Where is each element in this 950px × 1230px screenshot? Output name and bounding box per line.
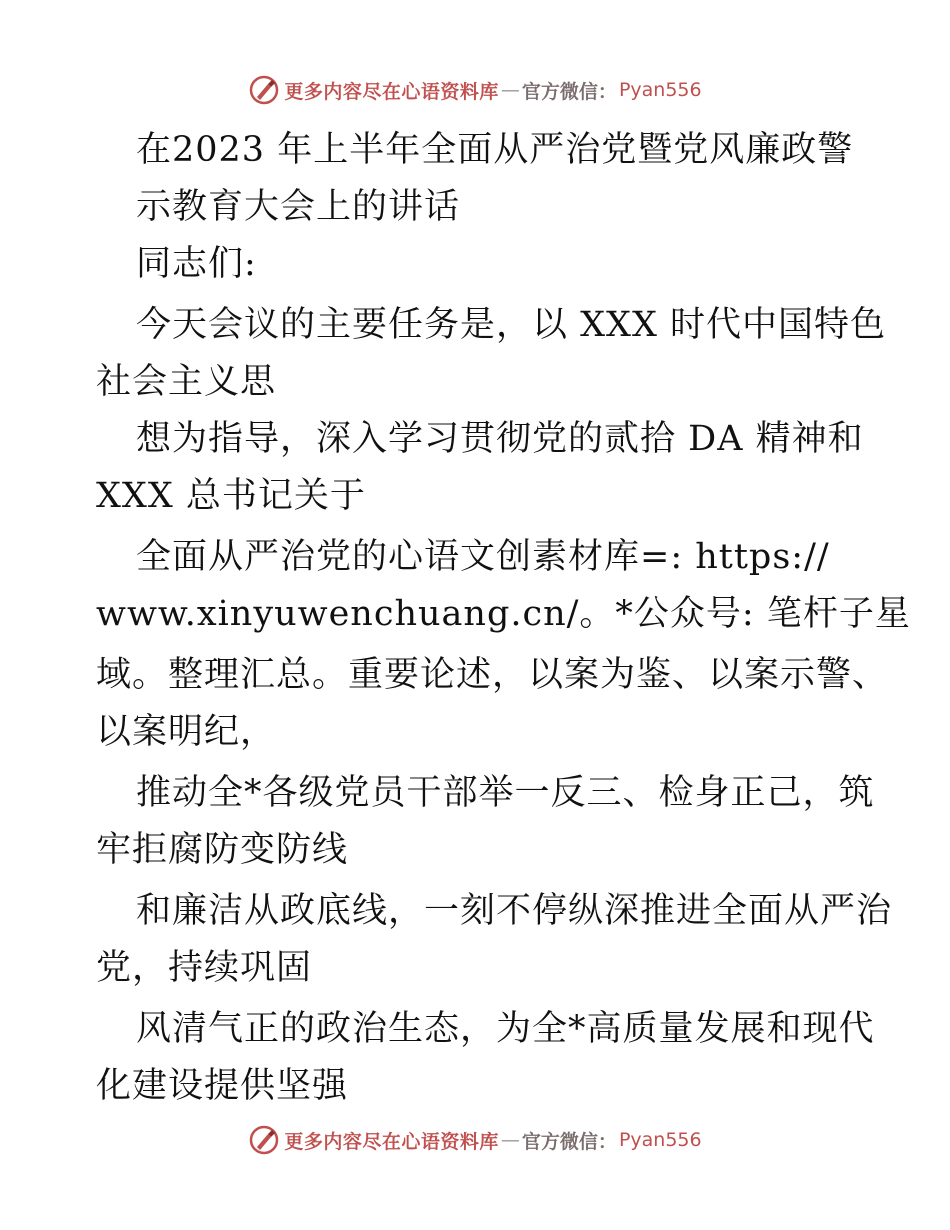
watermark-sub-text: 官方微信： (521, 1130, 617, 1153)
paragraph-line: 全面从严治党的心语文创素材库=: https:// (136, 537, 830, 577)
paragraph-line: 今天会议的主要任务是，以 XXX 时代中国特色 (136, 305, 887, 345)
paragraph-line: 推动全*各级党员干部举一反三、检身正己，筑 (136, 773, 875, 813)
paragraph-line: 牢拒腐防变防线 (96, 830, 349, 870)
paragraph-line: XXX 总书记关于 (96, 476, 366, 516)
paragraph-line: www.xinyuwenchuang.cn/。*公众号: 笔杆子星 (96, 594, 911, 634)
header-watermark (0, 72, 950, 108)
document-title-line-1: 在2023 年上半年全面从严治党暨党风廉政警 (136, 130, 854, 170)
watermark-sub-text: 官方微信： (521, 80, 617, 103)
pen-logo-icon (248, 1124, 280, 1156)
watermark-main-text: 更多内容尽在心语资料库 (284, 80, 499, 103)
salutation: 同志们: (136, 244, 257, 284)
watermark-id-text: Pyan556 (618, 1129, 702, 1151)
paragraph-line: 以案明纪， (96, 712, 277, 752)
watermark-dash: — (500, 1129, 520, 1151)
document-title-line-2: 示教育大会上的讲话 (136, 187, 461, 227)
footer-watermark (0, 1122, 950, 1158)
paragraph-line: 化建设提供坚强 (96, 1066, 349, 1106)
paragraph-line: 社会主义思 (96, 362, 277, 402)
paragraph-line: 和廉洁从政底线，一刻不停纵深推进全面从严治 (136, 891, 893, 931)
paragraph-line: 党，持续巩固 (96, 948, 313, 988)
pen-logo-icon (248, 74, 280, 106)
watermark-id-text: Pyan556 (618, 79, 702, 101)
paragraph-line: 风清气正的政治生态，为全*高质量发展和现代 (136, 1009, 875, 1049)
paragraph-line: 域。整理汇总。重要论述，以案为鉴、以案示警、 (96, 655, 889, 695)
paragraph-line: 想为指导，深入学习贯彻党的贰拾 DA 精神和 (136, 419, 864, 459)
watermark-dash: — (500, 79, 520, 101)
watermark-main-text: 更多内容尽在心语资料库 (284, 1130, 499, 1153)
